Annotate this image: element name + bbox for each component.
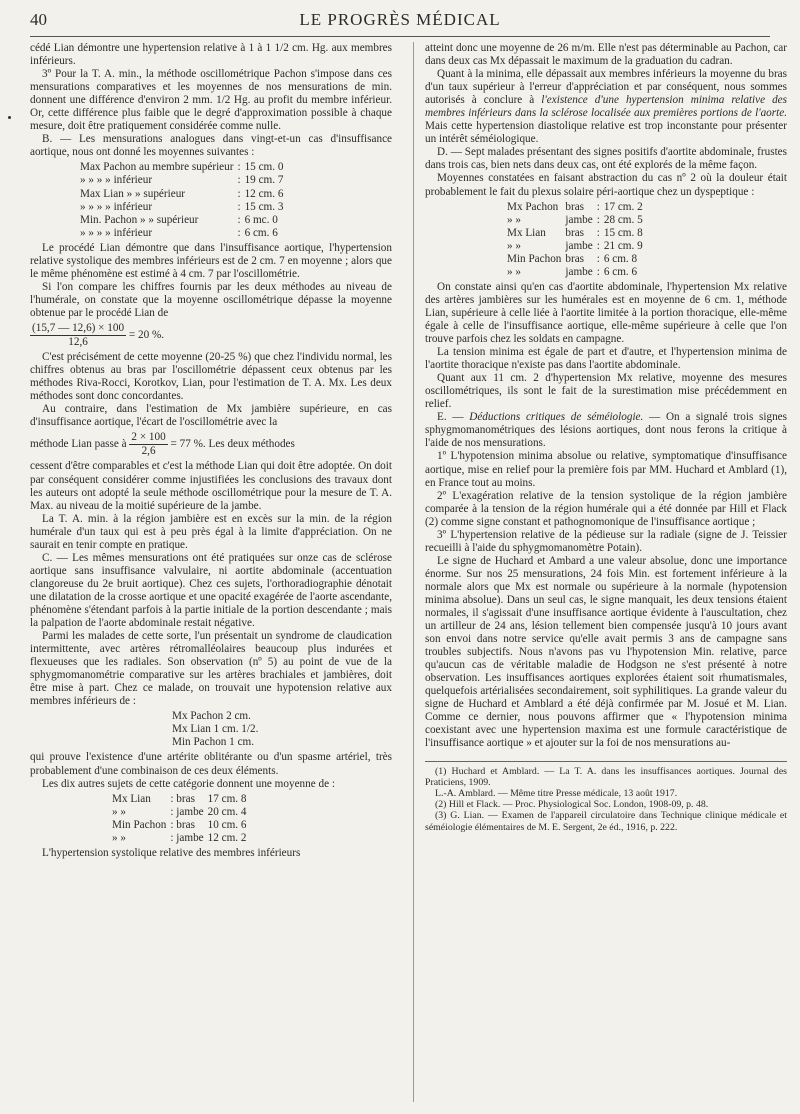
table-cell: : xyxy=(237,226,241,239)
table-row xyxy=(505,227,645,240)
table-cell: : jambe xyxy=(170,831,204,844)
table-row xyxy=(110,806,248,819)
paragraph: Le procédé Lian démontre que dans l'insuffisance aortique, l'hypertension relative systolique des membres inférieurs est de 2 cm. 7 en moyenne ; alors que le même phénomène est estimé à 4 cm. 7 par l'oscillométrie. xyxy=(30,241,392,280)
measurements-table-2 xyxy=(170,710,260,749)
paragraph: Quant aux 11 cm. 2 d'hypertension Mx relative, moyenne des mesures oscillométriques, ils sont le fait de la surestimation mise précédemment en relief. xyxy=(425,372,787,411)
text-span: Quant à la minima, elle dépassait aux membres inférieurs la moyenne du bras d'un taux supérieur à l'erreur d'appréciation et par conséquent, nous sommes autorisés à conclure à xyxy=(425,68,787,107)
paragraph: Moyennes constatées en faisant abstraction du cas nº 2 où la douleur était probablement le fait du plexus solaire péri-aortique chez un dyspeptique : xyxy=(425,172,787,198)
table-cell: Mx Lian 1 cm. 1/2. xyxy=(172,723,259,736)
table-cell: 15 cm. 3 xyxy=(244,200,284,213)
table-cell: : bras xyxy=(170,818,195,831)
table-cell: 6 cm. 6 xyxy=(603,265,638,278)
table-cell: 6 cm. 8 xyxy=(603,252,638,265)
measurements-table-4 xyxy=(505,201,645,279)
paragraph: C. — Les mêmes mensurations ont été pratiquées sur onze cas de sclérose aortique sans insuffisance valvulaire, ni aortite abdominale (accentuation clangoreuse du 2e bruit aortique). Chez ces sujets, l'orthoradiographie dénotait une dilatation de la crosse aortique et une opacité exagérée de l'aorte ascendante, phénomène s'étendant parfois à la partie initiale de la portion descendante ; mais la palpation de l'aorte abdominale restait négative. xyxy=(30,551,392,630)
journal-title: LE PROGRÈS MÉDICAL xyxy=(299,10,501,29)
table-cell: » » xyxy=(507,239,521,252)
formula-prefix: méthode Lian passe à xyxy=(30,438,127,451)
table-cell: jambe xyxy=(565,213,593,226)
text-span: E. — xyxy=(437,411,470,424)
table-cell: » » » » inférieur xyxy=(80,200,153,213)
table-cell: : xyxy=(596,239,600,252)
table-cell: bras xyxy=(565,200,585,213)
table-cell: jambe xyxy=(565,265,593,278)
formula-result: = 77 %. Les deux méthodes xyxy=(170,438,295,451)
table-cell: bras xyxy=(565,226,585,239)
paragraph: La T. A. min. à la région jambière est en excès sur la min. de la région humérale d'un taux qui est à peu près égal à la limite d'appréciation. On ne saurait en tenir compte en pratique. xyxy=(30,512,392,551)
emphasized-conclusion: l'existence d'une hypertension minima relative des membres inférieurs dans la sclérose localisée aux premières portions de l'aorte. xyxy=(425,94,788,120)
table-cell: : xyxy=(596,252,600,265)
table-row xyxy=(78,188,285,201)
formula-1 xyxy=(30,322,392,349)
text-span: — On a signalé trois signes sphygmomanométriques des lésions aortiques, dont nous ferons la critique à l'aide de nos mensurations. xyxy=(425,411,788,450)
table-cell: » » » » inférieur xyxy=(80,174,153,187)
table-row xyxy=(170,736,260,749)
measurements-table-3 xyxy=(110,793,248,845)
table-row xyxy=(78,214,285,227)
table-cell: : jambe xyxy=(170,805,204,818)
table-cell: : xyxy=(596,226,600,239)
table-row xyxy=(110,819,248,832)
fraction-numerator: 2 × 100 xyxy=(129,431,167,445)
formula-result: = 20 %. xyxy=(128,329,165,342)
paragraph: B. — Les mensurations analogues dans vingt-et-un cas d'insuffisance aortique, nous ont donné les moyennes suivantes : xyxy=(30,133,392,159)
fraction-denominator: 2,6 xyxy=(141,445,156,458)
fraction-denominator: 12,6 xyxy=(68,336,88,349)
paragraph xyxy=(425,411,787,450)
table-cell: 10 cm. 6 xyxy=(207,818,247,831)
paragraph: Le signe de Huchard et Ambard a une valeur absolue, donc une importance énorme. Sur nos 25 mensurations, 24 fois Min. est fortement inférieure à la normale alors que Mx est normale ou supérieure à la normale (hypotension minima absolue). Dans un seul cas, le signe manquait, les deux tensions étaient normales, il s'agissait d'une insuffisance aortique évidente à l'auscultation, chez un artilleur de 24 ans, lésion tellement bien compensée jusqu'à 10 jours avant son envoi dans notre service qu'elle avait permis 3 ans de campagne sans troubles subjectifs. Nous n'avons pas vu l'hypotension Min. relative, parce qu'aucun cas de véritable maladie de Hodgson ne s'est présenté à notre observation. Les insuffisances aortiques explorées étaient soit rhumatismales, quelquefois artérialisées secondairement, soit syphilitiques. La grande valeur du signe de Huchard et Amblard a été déjà confirmée par M. Josué et M. Lian. Comme ce dernier, nous pouvons affirmer que « l'hypotension minima coexistant avec une hypertension maxima est une formule caractéristique de l'insuffisance aortique » et ajouter sur la foi de nos mensurations au- xyxy=(425,554,787,750)
table-cell: » » xyxy=(112,805,126,818)
paragraph: Si l'on compare les chiffres fournis par les deux méthodes au niveau de l'humérale, on constate que la moyenne oscillométrique dépasse la moyenne obtenue par le procédé Lian de xyxy=(30,280,392,319)
table-cell: : xyxy=(237,174,241,187)
paragraph: 1º L'hypotension minima absolue ou relative, symptomatique d'insuffisance aortique, mise en relief pour la première fois par MM. Huchard et Amblard (1), en France tout au moins. xyxy=(425,450,787,489)
table-cell: : xyxy=(237,213,241,226)
left-column xyxy=(30,42,392,860)
table-cell: Min. Pachon » » supérieur xyxy=(80,213,199,226)
table-cell: 17 cm. 8 xyxy=(207,792,247,805)
paragraph: Au contraire, dans l'estimation de Mx jambière supérieure, en cas d'insuffisance aortique, l'écart de l'oscillométrie avec la xyxy=(30,403,392,429)
paragraph: La tension minima est égale de part et d'autre, et l'hypertension minima de l'aortite thoracique n'existe pas dans l'aortite abdominale. xyxy=(425,346,787,372)
table-cell: : xyxy=(596,213,600,226)
column-divider xyxy=(413,42,414,1102)
table-cell: bras xyxy=(565,252,585,265)
table-cell: » » xyxy=(112,831,126,844)
table-cell: Max Pachon au membre supérieur xyxy=(80,161,234,174)
table-cell: Min Pachon xyxy=(507,252,562,265)
table-cell: Min Pachon xyxy=(112,818,167,831)
footnote: L.-A. Amblard. — Même titre Presse médicale, 13 août 1917. xyxy=(435,787,678,799)
fraction-numerator: (15,7 — 12,6) × 100 xyxy=(30,322,126,336)
table-row xyxy=(505,201,645,214)
table-cell: : xyxy=(596,200,600,213)
table-cell: Mx Pachon 2 cm. xyxy=(172,710,251,723)
table-cell: : xyxy=(237,200,241,213)
table-row xyxy=(505,253,645,266)
right-column xyxy=(425,42,787,833)
table-row xyxy=(110,793,248,806)
paragraph: Parmi les malades de cette sorte, l'un présentait un syndrome de claudication intermittente, avec artères rétromalléolaires beaucoup plus indurées et flexueuses que les radiales. Son observation (nº 5) au point de vue de la sphygmomanométrie comparative sur les artères brachiales et jambières, doit être mise à part. Chez ce malade, on trouvait une hypotension relative aux membres inférieurs de : xyxy=(30,630,392,708)
table-cell: Mx Pachon xyxy=(507,200,559,213)
table-row xyxy=(505,240,645,253)
table-row xyxy=(170,710,260,723)
table-cell: » » » » inférieur xyxy=(80,226,153,239)
table-cell: 21 cm. 9 xyxy=(603,239,643,252)
page-number: 40 xyxy=(30,10,47,29)
table-cell: jambe xyxy=(565,239,593,252)
paragraph: D. — Sept malades présentant des signes positifs d'aortite abdominale, frustes dans trois cas, bien nets dans deux cas, ont été explorés de la même façon. xyxy=(425,146,787,172)
paragraph: 3º Pour la T. A. min., la méthode oscillométrique Pachon s'impose dans ces mensurations comparatives et les moyennes de nos mensurations de min. donnent une différence d'environ 2 mm. 1/2 Hg. au profit du membre inférieur. Or, cette différence plus faible que le degré d'approximation possible à chaque mesure, doit être pratiquement considérée comme nulle. xyxy=(30,68,392,133)
table-cell: : xyxy=(237,161,241,174)
table-cell: 28 cm. 5 xyxy=(603,213,643,226)
paragraph: C'est précisément de cette moyenne (20-25 %) que chez l'individu normal, les chiffres obtenus au bras par l'oscillométrie dépassent ceux obtenus par les méthodes Riva-Rocci, Korotkov, Lian, pour l'estimation de T. A. Mx. Les deux méthodes sont donc concordantes. xyxy=(30,351,392,403)
footnote: (1) Huchard et Amblard. — La T. A. dans les insuffisances aortiques. Journal des Praticiens, 1909. xyxy=(425,765,787,788)
table-row xyxy=(505,266,645,279)
formula-2 xyxy=(30,431,392,458)
text-span: Mais cette hypertension diastolique relative est trop inconstante pour présenter un intérêt séméiologique. xyxy=(425,120,787,146)
table-row xyxy=(78,227,285,240)
table-cell: 6 mc. 0 xyxy=(244,213,278,226)
footnotes xyxy=(425,761,787,833)
table-row xyxy=(78,161,285,174)
footnote: (2) Hill et Flack. — Proc. Physiological Soc. London, 1908-09, p. 48. xyxy=(435,799,709,811)
table-cell: : bras xyxy=(170,792,195,805)
table-row xyxy=(505,214,645,227)
table-row xyxy=(110,832,248,845)
paragraph: cédé Lian démontre une hypertension relative à 1 à 1 1/2 cm. Hg. aux membres inférieurs. xyxy=(30,42,392,68)
paragraph: Les dix autres sujets de cette catégorie donnent une moyenne de : xyxy=(42,777,335,790)
table-cell: 19 cm. 7 xyxy=(244,174,284,187)
table-cell: Max Lian » » supérieur xyxy=(80,187,186,200)
paragraph: 2º L'exagération relative de la tension systolique de la région jambière comparée à la tension de la région humérale qui a été donnée par Hill et Flack (2) comme signe constant et pathognomonique de l'insuffisance aortique ; xyxy=(425,489,787,528)
table-cell: Mx Lian xyxy=(507,226,546,239)
margin-dot xyxy=(8,116,11,119)
table-cell: Min Pachon 1 cm. xyxy=(172,736,255,749)
measurements-table-1 xyxy=(78,161,285,239)
table-row xyxy=(78,174,285,187)
table-cell: : xyxy=(596,265,600,278)
table-row xyxy=(170,723,260,736)
table-cell: 17 cm. 2 xyxy=(603,200,643,213)
page-header xyxy=(30,6,770,37)
paragraph: 3º L'hypertension relative de la pédieuse sur la radiale (signe de J. Teissier recueilli à l'aide du sphygmomanomètre Potain). xyxy=(425,528,787,554)
fraction xyxy=(30,322,126,349)
table-cell: 15 cm. 0 xyxy=(244,161,284,174)
paragraph: cessent d'être comparables et c'est la méthode Lian qui doit être adoptée. On doit par conséquent considérer comme injustifiées les conclusions des travaux dont les auteurs ont adopté la seule méthode oscillométrique pour la mesure de T. A. Max. au niveau de la moitié supérieure de la jambe. xyxy=(30,460,392,512)
table-cell: : xyxy=(237,187,241,200)
table-cell: 15 cm. 8 xyxy=(603,226,643,239)
table-cell: 6 cm. 6 xyxy=(244,226,278,239)
table-cell: Mx Lian xyxy=(112,792,151,805)
table-cell: » » xyxy=(507,265,521,278)
paragraph: atteint donc une moyenne de 26 m/m. Elle n'est pas déterminable au Pachon, car dans deux cas Mx dépassait le maximum de la graduation du cadran. xyxy=(425,42,787,68)
section-heading: Déductions critiques de séméiologie. xyxy=(469,411,644,424)
footnote: (3) G. Lian. — Examen de l'appareil circulatoire dans Technique clinique médicale et séméiologie élémentaires de M. E. Sergent, 2e éd., 1916, p. 222. xyxy=(425,810,787,833)
table-cell: » » xyxy=(507,213,521,226)
paragraph: On constate ainsi qu'en cas d'aortite abdominale, l'hypertension Mx relative des artères jambières sur les humérales est en moyenne de 6 cm. 1, méthode Lian, supérieure à celle liée à l'aortite limitée à la portion thoracique, elle-même égale à celle de l'insuffisance aortique, elle-même supérieure à celle que l'on trouve parfois chez les soldats en campagne. xyxy=(425,280,787,346)
table-row xyxy=(78,201,285,214)
table-cell: 12 cm. 6 xyxy=(244,187,284,200)
paragraph: L'hypertension systolique relative des membres inférieurs xyxy=(42,846,301,859)
table-cell: 20 cm. 4 xyxy=(207,805,247,818)
paragraph xyxy=(425,68,787,146)
table-cell: 12 cm. 2 xyxy=(207,831,247,844)
fraction xyxy=(129,431,167,458)
paragraph: qui prouve l'existence d'une artérite oblitérante ou d'un spasme artériel, très probablement d'une combinaison de ces deux éléments. xyxy=(30,751,392,777)
